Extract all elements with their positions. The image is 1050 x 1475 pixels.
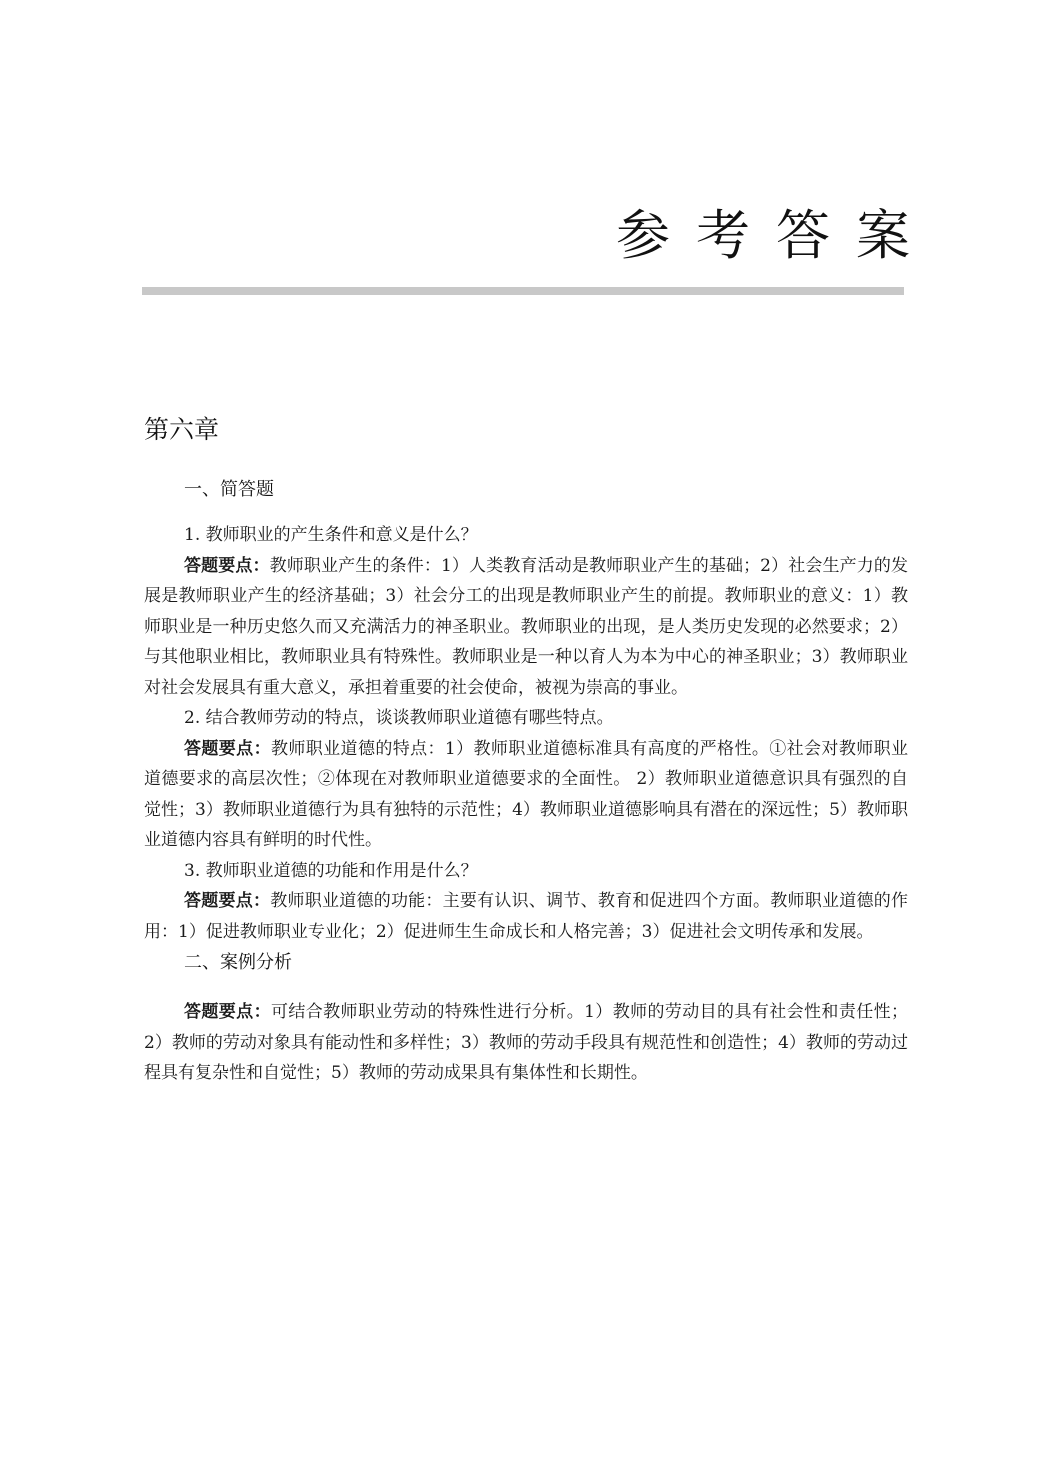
answer-text: 可结合教师职业劳动的特殊性进行分析。1）教师的劳动目的具有社会性和责任性；2）教师的劳动对象具有能动性和多样性；3）教师的劳动手段具有规范性和创造性；4）教师的劳动过程具有复杂性和自觉性；5）教师的劳动成果具有集体性和长期性。 (144, 1002, 908, 1083)
answer-label: 答题要点： (184, 738, 271, 759)
answer-text: 教师职业道德的特点：1）教师职业道德标准具有高度的严格性。①社会对教师职业道德要求的高层次性；②体现在对教师职业道德要求的全面性。 2）教师职业道德意识具有强烈的自觉性；3）教师职业道德行为具有独特的示范性；4）教师职业道德影响具有潜在的深远性；5）教师职业道德内容具有鲜明的时代性。 (144, 738, 908, 850)
question-block-2 (144, 703, 908, 856)
question-block-3 (144, 856, 908, 948)
answer-label: 答题要点： (184, 891, 271, 911)
section-heading-short-answer: 一、简答题 (184, 479, 274, 500)
title-divider (142, 287, 904, 295)
question-block-1 (144, 520, 908, 703)
answer-text: 教师职业道德的功能：主要有认识、调节、教育和促进四个方面。教师职业道德的作用：1）促进教师职业专业化；2）促进师生生命成长和人格完善；3）促进社会文明传承和发展。 (144, 891, 909, 942)
answer-paragraph (144, 551, 908, 704)
section-heading-case-analysis: 二、案例分析 (184, 952, 292, 973)
question-text: 2. 结合教师劳动的特点，谈谈教师职业道德有哪些特点。 (184, 708, 614, 728)
question-text: 1. 教师职业的产生条件和意义是什么？ (184, 525, 478, 545)
answer-paragraph (144, 886, 908, 947)
chapter-heading: 第六章 (144, 415, 220, 444)
case-analysis-block (144, 997, 908, 1089)
answer-label: 答题要点： (184, 555, 270, 576)
answer-label: 答题要点： (184, 1002, 271, 1022)
question-text: 3. 教师职业道德的功能和作用是什么？ (184, 860, 478, 881)
answer-paragraph (144, 997, 908, 1089)
answer-paragraph (144, 734, 908, 856)
page-title: 参考答案 (616, 204, 936, 267)
content-body (144, 404, 908, 1089)
answer-text: 教师职业产生的条件：1）人类教育活动是教师职业产生的基础；2）社会生产力的发展是教师职业产生的经济基础；3）社会分工的出现是教师职业产生的前提。教师职业的意义：1）教师职业是一种历史悠久而又充满活力的神圣职业。教师职业的出现，是人类历史发现的必然要求；2）与其他职业相比，教师职业具有特殊性。教师职业是一种以育人为本为中心的神圣职业；3）教师职业对社会发展具有重大意义，承担着重要的社会使命，被视为崇高的事业。 (144, 555, 908, 698)
